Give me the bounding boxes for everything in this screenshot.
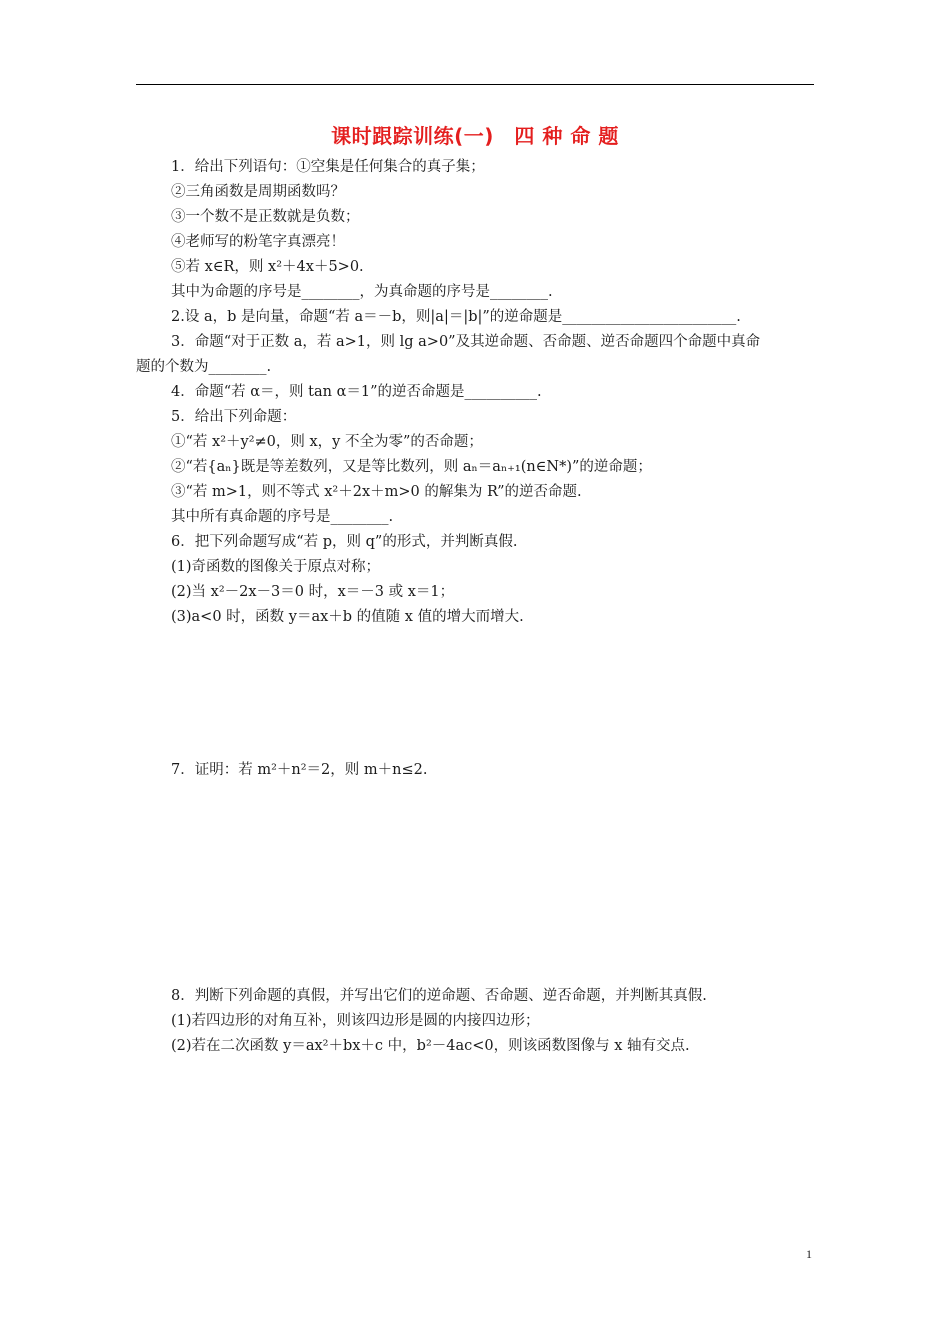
- page-title: 课时跟踪训练(一) 四 种 命 题: [331, 124, 619, 148]
- question-1-blank: 其中为命题的序号是________，为真命题的序号是________.: [171, 284, 553, 300]
- question-8-part-1: (1)若四边形的对角互补，则该四边形是圆的内接四边形；: [171, 1013, 540, 1029]
- header-rule: [136, 84, 814, 85]
- question-1-item-2: ②三角函数是周期函数吗？: [171, 184, 345, 200]
- question-6-part-2: (2)当 x²－2x－3＝0 时，x＝－3 或 x＝1；: [171, 584, 455, 600]
- question-2: 2.设 a，b 是向量，命题“若 a＝－b，则|a|＝|b|”的逆命题是________________________.: [171, 309, 741, 325]
- question-5: 5．给出下列命题：: [171, 409, 297, 425]
- question-4: 4．命题“若 α＝，则 tan α＝1”的逆否命题是__________.: [171, 384, 542, 400]
- question-1-item-5: ⑤若 x∈R，则 x²＋4x＋5>0.: [171, 259, 364, 275]
- question-1-item-4: ④老师写的粉笔字真漂亮！: [171, 234, 345, 250]
- question-3: 3．命题“对于正数 a，若 a>1，则 lg a>0”及其逆命题、否命题、逆否命题四个命题中真命: [171, 334, 761, 350]
- question-5-item-2: ②“若{aₙ}既是等差数列，又是等比数列，则 aₙ＝aₙ₊₁(n∈N*)”的逆命题；: [171, 459, 652, 475]
- question-8-part-2: (2)若在二次函数 y＝ax²＋bx＋c 中，b²－4ac<0，则该函数图像与 x 轴有交点.: [171, 1038, 690, 1054]
- question-1: 1．给出下列语句：①空集是任何集合的真子集；: [171, 159, 485, 175]
- question-5-item-3: ③“若 m>1，则不等式 x²＋2x＋m>0 的解集为 R”的逆否命题.: [171, 484, 582, 500]
- question-5-item-1: ①“若 x²＋y²≠0，则 x，y 不全为零”的否命题；: [171, 434, 483, 450]
- question-3-cont: 题的个数为________.: [136, 359, 272, 375]
- question-7: 7．证明：若 m²＋n²＝2，则 m＋n≤2.: [171, 762, 428, 778]
- question-8: 8．判断下列命题的真假，并写出它们的逆命题、否命题、逆否命题，并判断其真假.: [171, 988, 707, 1004]
- question-6-part-3: (3)a<0 时，函数 y＝ax＋b 的值随 x 值的增大而增大.: [171, 609, 524, 625]
- page-number: 1: [806, 1247, 812, 1261]
- question-6: 6．把下列命题写成“若 p，则 q”的形式，并判断真假.: [171, 534, 518, 550]
- question-6-part-1: (1)奇函数的图像关于原点对称；: [171, 559, 381, 575]
- question-5-blank: 其中所有真命题的序号是________.: [171, 509, 394, 525]
- question-1-item-3: ③一个数不是正数就是负数；: [171, 209, 360, 225]
